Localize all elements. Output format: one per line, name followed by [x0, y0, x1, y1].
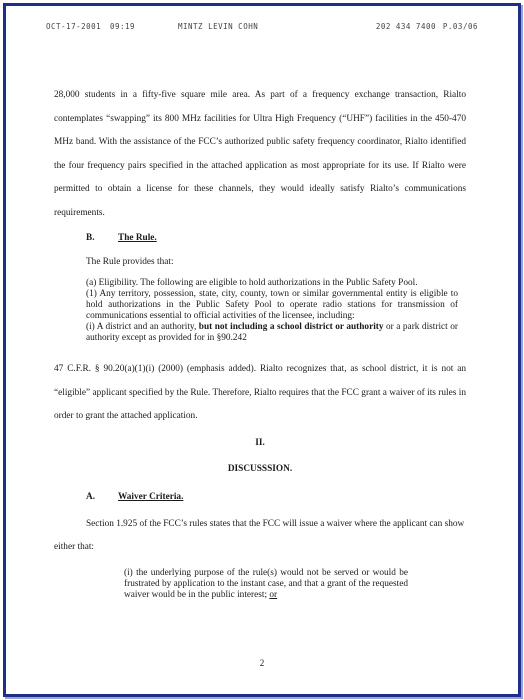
rule-quote-item-1: (1) Any territory, possession, state, city, county, town or similar governmental entity is eligible to hold authorizations in the Public Safety Pool to operate radio stations for transmission of communications essential to official activities of the licensee, including: [86, 289, 458, 321]
section-b-number: B. [86, 233, 95, 243]
waiver-block-quote [124, 568, 408, 601]
waiver-quote-text: (i) the underlying purpose of the rule(s) would not be served or would be frustrated by application to the instant case, and that a grant of the requested waiver would be in the public interest; [124, 567, 408, 600]
waiver-quote-or: or [269, 589, 278, 600]
fax-page-count: P.03/06 [442, 22, 478, 31]
section-a-number: A. [86, 491, 96, 502]
fax-sender: MINTZ LEVIN COHN [178, 22, 259, 31]
section-a-title: Waiver Criteria. [118, 491, 184, 502]
section-ii-heading: II. [255, 437, 265, 448]
rule-quote-i-start: (i) A district and an authority, [86, 322, 199, 332]
waiver-paragraph: Section 1.925 of the FCC’s rules states that the FCC will issue a waiver where the applicant can show either that: [54, 518, 465, 552]
document-body [54, 84, 466, 601]
discussion-heading: DISCUSSSION. [227, 463, 293, 474]
fax-phone: 202 434 7400 [375, 22, 436, 31]
paragraph-rialto-background: 28,000 students in a fifty-five square mile area. As part of a frequency exchange transaction, Rialto contemplates “swapping” its 800 MHz facilities for Ultra High Frequency (“UHF”) facilities in the 450-470 MHz band. With the assistance of the FCC’s authorized public safety frequency coordinator, Rialto identified the four frequency pairs specified in the attached application as most appropriate for its use. If Rialto were permitted to obtain a license for these channels, they would ideally satisfy Rialto’s communications requirements. [54, 90, 466, 218]
page-number: 2 [259, 658, 265, 668]
rule-quote-i-emphasis: but not including a school district or authority [198, 322, 384, 332]
rule-block-quote [86, 278, 458, 344]
fax-date: OCT-17-2001 [46, 22, 102, 31]
rule-quote-item-i [86, 322, 458, 344]
rule-quote-eligibility: (a) Eligibility. The following are eligible to hold authorizations in the Public Safety Pool. [86, 278, 418, 288]
section-b-title: The Rule. [118, 233, 157, 243]
fax-time: 09:19 [110, 22, 136, 31]
section-b-heading [86, 228, 466, 248]
rule-intro: The Rule provides that: [86, 257, 174, 267]
citation-paragraph: 47 C.F.R. § 90.20(a)(1)(i) (2000) (emphasis added). Rialto recognizes that, as school district, it is not an “eligible” applicant specified by the Rule. Therefore, Rialto requires that the FCC grant a waiver of its rules in order to grant the attached application. [54, 364, 466, 421]
section-a-heading [86, 487, 466, 507]
document-page [3, 3, 521, 697]
rule-quote-i-end: or a park district or authority except as provided for in §90.242 [86, 322, 459, 343]
